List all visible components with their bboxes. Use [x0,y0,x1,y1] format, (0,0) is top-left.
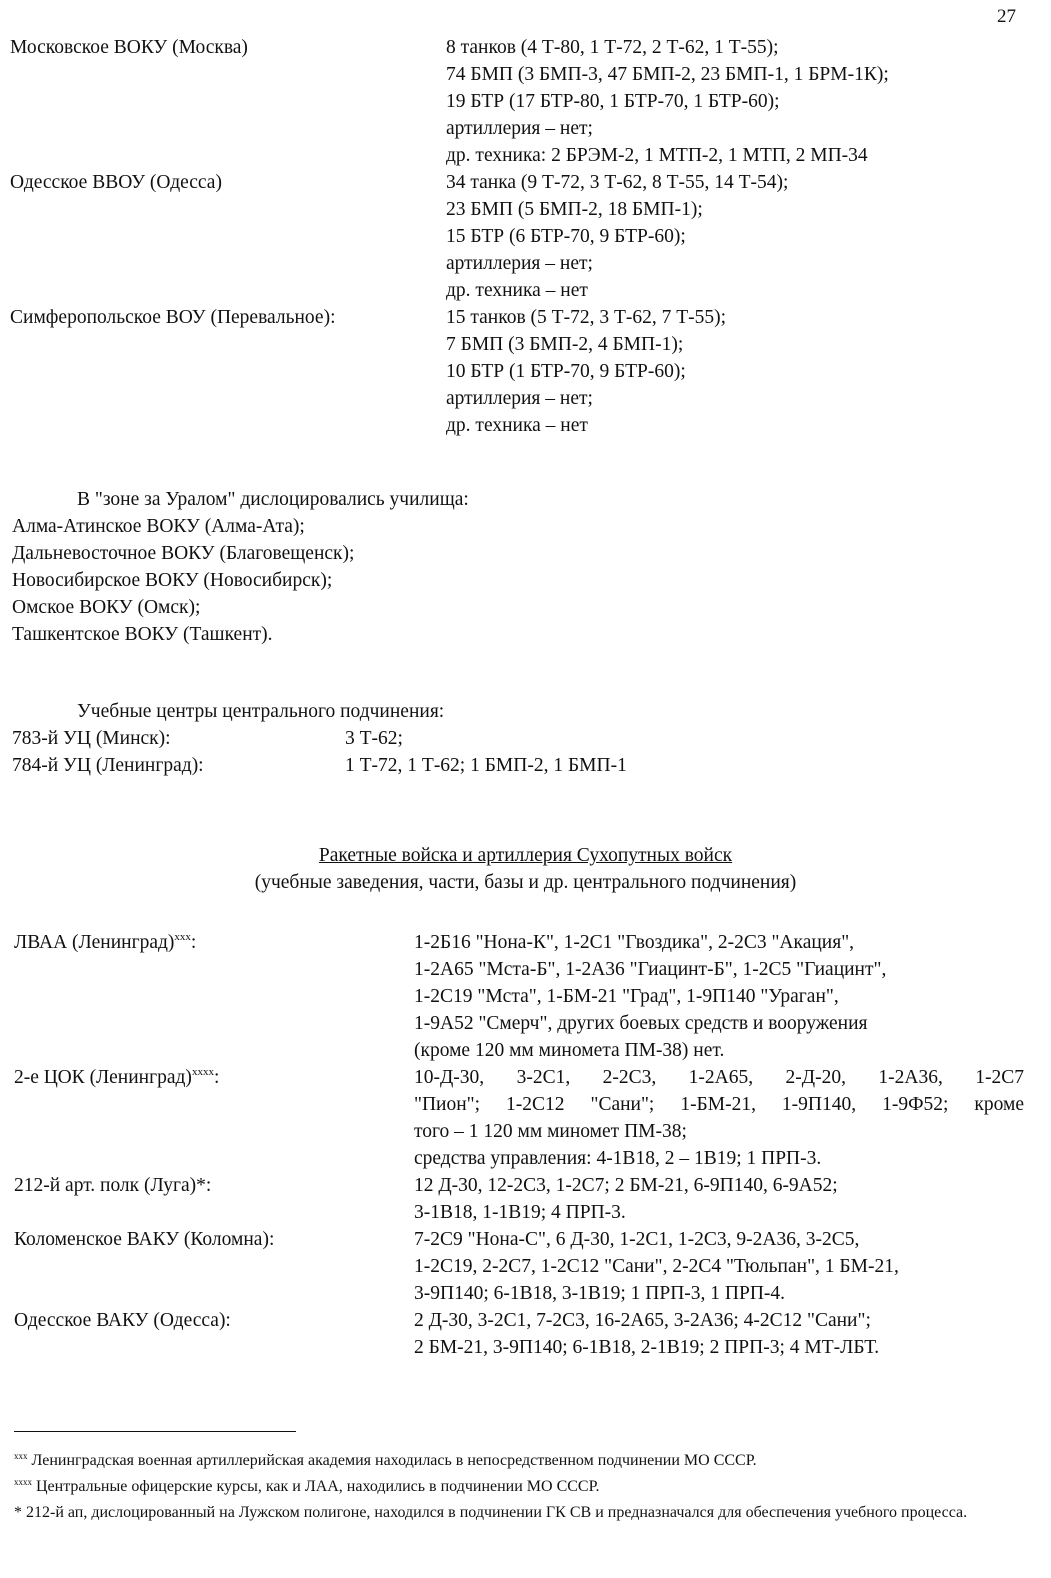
equipment-line: 10 БТР (1 БТР-70, 9 БТР-60); [446,361,686,382]
equipment-line: 34 танка (9 Т-72, 3 Т-62, 8 Т-55, 14 Т-54); [446,172,789,193]
school-equipment [446,304,726,439]
ural-intro: В "зоне за Уралом" дислоцировались училища: [77,489,469,510]
equipment-line: 7-2С9 "Нона-С", 6 Д-30, 1-2С1, 1-2С3, 9-2А36, 3-2С5, [414,1229,860,1250]
equipment-line: 8 танков (4 Т-80, 1 Т-72, 2 Т-62, 1 Т-55); [446,37,779,58]
artillery-entry [0,1226,1051,1307]
equipment-line: 74 БМП (3 БМП-3, 47 БМП-2, 23 БМП-1, 1 БРМ-1К); [446,64,889,85]
equipment-line: 1-2Б16 "Нона-К", 1-2С1 "Гвоздика", 2-2С3 "Акация", [414,932,855,953]
equipment-line: 2 Д-30, 3-2С1, 7-2С3, 16-2А65, 3-2А36; 4-2С12 "Сани"; [414,1310,871,1331]
school-entry [0,304,1051,439]
artillery-entry [0,1172,1051,1226]
center-name: 783-й УЦ (Минск): [12,728,171,749]
artillery-entry [0,1307,1051,1361]
equipment-line: 1-2С19, 2-2С7, 1-2С12 "Сани", 2-2С4 "Тюльпан", 1 БМ-21, [414,1256,899,1277]
footnote: $^{xxx}$ Ленинградская военная артиллерийская академия находилась в непосредственном подчинении МО СССР. [14,1451,757,1469]
section-subtitle: (учебные заведения, части, базы и др. центрального подчинения) [254,872,797,893]
equipment-line: 1-2А65 "Мста-Б", 1-2А36 "Гиацинт-Б", 1-2С5 "Гиацинт", [414,959,887,980]
ural-section [0,486,1051,648]
school-entry [0,34,1051,169]
equipment-line: 1-2С19 "Мста", 1-БМ-21 "Град", 1-9П140 "Ураган", [414,986,839,1007]
equipment-line: 3-9П140; 6-1В18, 3-1В19; 1 ПРП-3, 1 ПРП-4. [414,1283,786,1304]
equipment-line: средства управления: 4-1В18, 2 – 1В19; 1 ПРП-3. [414,1148,822,1169]
artillery-entry [0,929,1051,1064]
unit-equipment [414,929,886,1064]
centers-intro: Учебные центры центрального подчинения: [77,701,445,722]
equipment-line: (кроме 120 мм миномета ПМ-38) нет. [414,1040,725,1061]
equipment-line: др. техника – нет [446,415,588,436]
equipment-line: 2 БМ-21, 3-9П140; 6-1В18, 2-1В19; 2 ПРП-3; 4 МТ-ЛБТ. [414,1337,880,1358]
equipment-line: артиллерия – нет; [446,253,593,274]
artillery-entry [0,1064,1051,1172]
equipment-line: 10-Д-30, 3-2С1, 2-2С3, 1-2А65, 2-Д-20, 1-2А36, 1-2С7 [414,1067,1024,1088]
unit-name: 2-е ЦОК (Ленинград)$^{xxxx}$: [14,1066,220,1088]
equipment-line: "Пион"; 1-2С12 "Сани"; 1-БМ-21, 1-9П140, 1-9Ф52; кроме [414,1094,1024,1115]
equipment-line: 7 БМП (3 БМП-2, 4 БМП-1); [446,334,684,355]
equipment-line: 1-9А52 "Смерч", других боевых средств и вооружения [414,1013,868,1034]
ural-list [0,513,1051,648]
equipment-line: того – 1 120 мм миномет ПМ-38; [414,1121,687,1142]
equipment-line: 3-1В18, 1-1В19; 4 ПРП-3. [414,1202,626,1223]
equipment-line: др. техника – нет [446,280,588,301]
footnote: $^{xxxx}$ Центральные офицерские курсы, как и ЛАА, находились в подчинении МО СССР. [14,1477,600,1495]
school-equipment [446,34,889,169]
unit-name: ЛВАА (Ленинград)$^{xxx}$: [14,931,197,953]
equipment-line: 12 Д-30, 12-2С3, 1-2С7; 2 БМ-21, 6-9П140, 6-9А52; [414,1175,838,1196]
unit-name: 212-й арт. полк (Луга)*: [14,1175,212,1196]
artillery-section [0,929,1051,1361]
equipment-line: 23 БМП (5 БМП-2, 18 БМП-1); [446,199,703,220]
list-item: Омское ВОКУ (Омск); [12,597,201,618]
school-name: Одесское ВВОУ (Одесса) [10,172,222,193]
school-name: Московское ВОКУ (Москва) [10,37,248,58]
page-number: 27 [997,6,1016,27]
unit-name: Одесское ВАКУ (Одесса): [14,1310,231,1331]
equipment-line: артиллерия – нет; [446,388,593,409]
unit-equipment [414,1226,899,1307]
unit-name: Коломенское ВАКУ (Коломна): [14,1229,275,1250]
section-title: Ракетные войска и артиллерия Сухопутных войск [318,845,733,866]
footnote-mark: xxxx [14,1477,32,1487]
list-item: Новосибирское ВОКУ (Новосибирск); [12,570,333,591]
center-name: 784-й УЦ (Ленинград): [12,755,204,776]
unit-equipment [414,1307,879,1361]
equipment-line: артиллерия – нет; [446,118,593,139]
school-equipment [446,169,788,304]
list-item: Алма-Атинское ВОКУ (Алма-Ата); [12,516,305,537]
center-row [0,725,1051,752]
center-value: 1 Т-72, 1 Т-62; 1 БМП-2, 1 БМП-1 [345,755,627,776]
center-value: 3 Т-62; [345,728,403,749]
equipment-line: 19 БТР (17 БТР-80, 1 БТР-70, 1 БТР-60); [446,91,780,112]
centers-section [0,698,1051,779]
center-row [0,752,1051,779]
school-name: Симферопольское ВОУ (Перевальное): [10,307,336,328]
list-item: Дальневосточное ВОКУ (Благовещенск); [12,543,355,564]
equipment-line: др. техника: 2 БРЭМ-2, 1 МТП-2, 1 МТП, 2 МП-34 [446,145,868,166]
equipment-line: 15 танков (5 Т-72, 3 Т-62, 7 Т-55); [446,307,727,328]
list-item: Ташкентское ВОКУ (Ташкент). [12,624,273,645]
unit-equipment [414,1172,838,1226]
footnote-rule [14,1431,296,1432]
footnote-mark: xxx [14,1451,28,1461]
equipment-line: 15 БТР (6 БТР-70, 9 БТР-60); [446,226,686,247]
footnote-mark: xxxx [191,1066,214,1078]
school-entry [0,169,1051,304]
footnote: * 212-й ап, дислоцированный на Лужском полигоне, находился в подчинении ГК СВ и предназначался для обеспечения учебного процесса. [14,1504,968,1521]
artillery-heading [0,842,1051,896]
schools-west-section [0,34,1051,439]
footnote-mark: xxx [174,931,191,943]
unit-equipment [414,1064,1024,1172]
